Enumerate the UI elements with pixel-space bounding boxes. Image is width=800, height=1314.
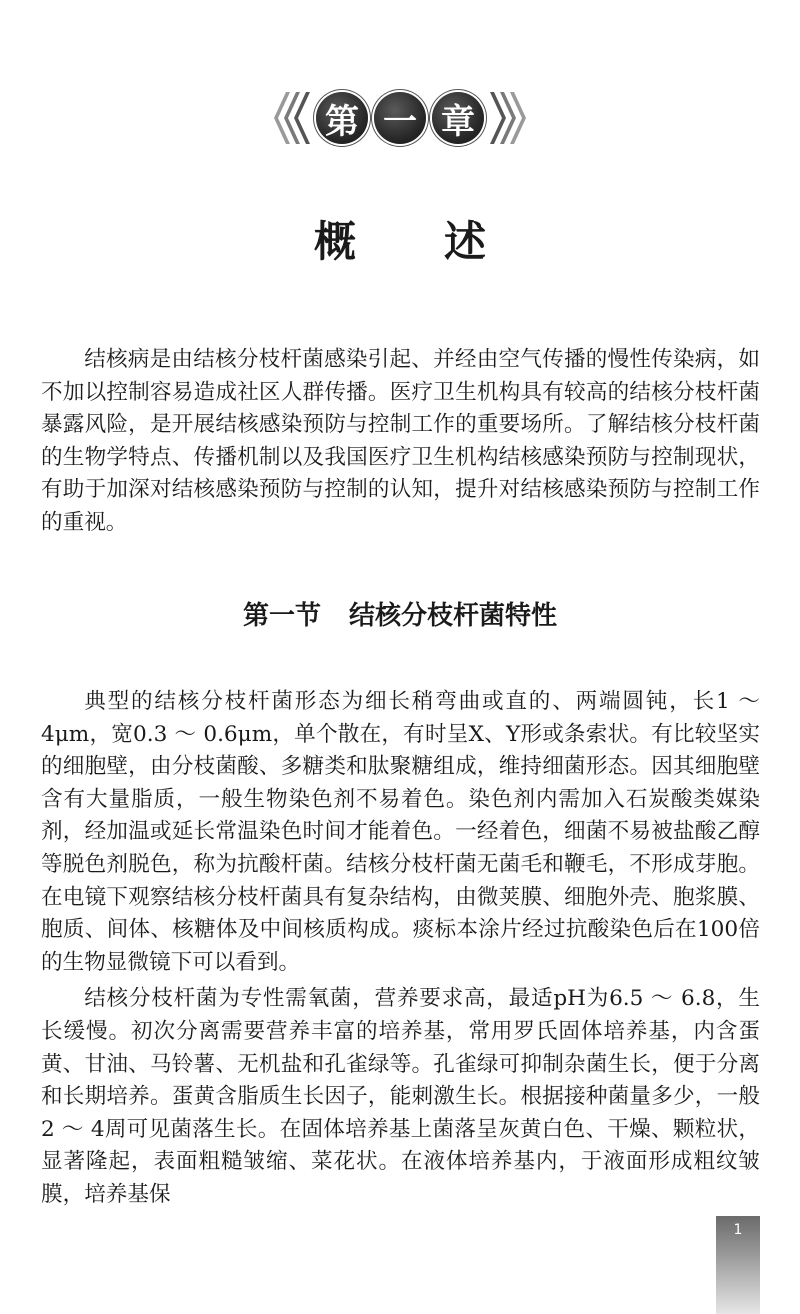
section-body [41, 686, 760, 1212]
section-number: 第一节 [242, 601, 321, 631]
chapter-title: 概述 [313, 217, 574, 266]
body-paragraph: 典型的结核分枝杆菌形态为细长稍弯曲或直的、两端圆钝，长1 ～ 4μm，宽0.3 ～ 0.6μm，单个散在，有时呈X、Y形或条索状。有比较坚实的细胞壁，由分枝菌酸、多糖类和肽聚糖组成，维持细菌形态。因其细胞壁含有大量脂质，一般生物染色剂不易着色。染色剂内需加入石炭酸类媒染剂，经加温或延长常温染色时间才能着色。一经着色，细菌不易被盐酸乙醇等脱色剂脱色，称为抗酸杆菌。结核分枝杆菌无菌毛和鞭毛，不形成芽胞。在电镜下观察结核分枝杆菌具有复杂结构，由微荚膜、细胞外壳、胞浆膜、胞质、间体、核糖体及中间核质构成。痰标本涂片经过抗酸染色后在100倍的生物显微镜下可以看到。 [41, 689, 760, 975]
intro-paragraph: 结核病是由结核分枝杆菌感染引起、并经由空气传播的慢性传染病，如不加以控制容易造成社区人群传播。医疗卫生机构具有较高的结核分枝杆菌暴露风险，是开展结核感染预防与控制工作的重要场所。了解结核分枝杆菌的生物学特点、传播机制以及我国医疗卫生机构结核感染预防与控制现状，有助于加深对结核感染预防与控制的认知，提升对结核感染预防与控制工作的重视。 [41, 347, 760, 535]
page-number-tab [716, 1216, 760, 1314]
body-paragraph: 结核分枝杆菌为专性需氧菌，营养要求高，最适pH为6.5 ～ 6.8，生长缓慢。初次分离需要营养丰富的培养基，常用罗氏固体培养基，内含蛋黄、甘油、马铃薯、无机盐和孔雀绿等。孔雀绿可抑制杂菌生长，便于分离和长期培养。蛋黄含脂质生长因子，能刺激生长。根据接种菌量多少，一般2 ～ 4周可见菌落生长。在固体培养基上菌落呈灰黄白色、干燥、颗粒状，显著隆起，表面粗糙皱缩、菜花状。在液体培养基内，于液面形成粗纹皱膜，培养基保 [41, 986, 760, 1207]
intro-section [41, 344, 760, 540]
chapter-badge-char: 一 [374, 92, 426, 144]
chapter-badge-char: 第 [316, 92, 368, 144]
left-chevron-ornament [270, 88, 310, 148]
section-heading [0, 596, 800, 636]
chapter-badge-char: 章 [432, 92, 484, 144]
page-number: 1 [733, 1222, 743, 1238]
section-title: 结核分枝杆菌特性 [349, 601, 558, 631]
right-chevron-ornament [490, 88, 530, 148]
chapter-badge [0, 88, 800, 148]
